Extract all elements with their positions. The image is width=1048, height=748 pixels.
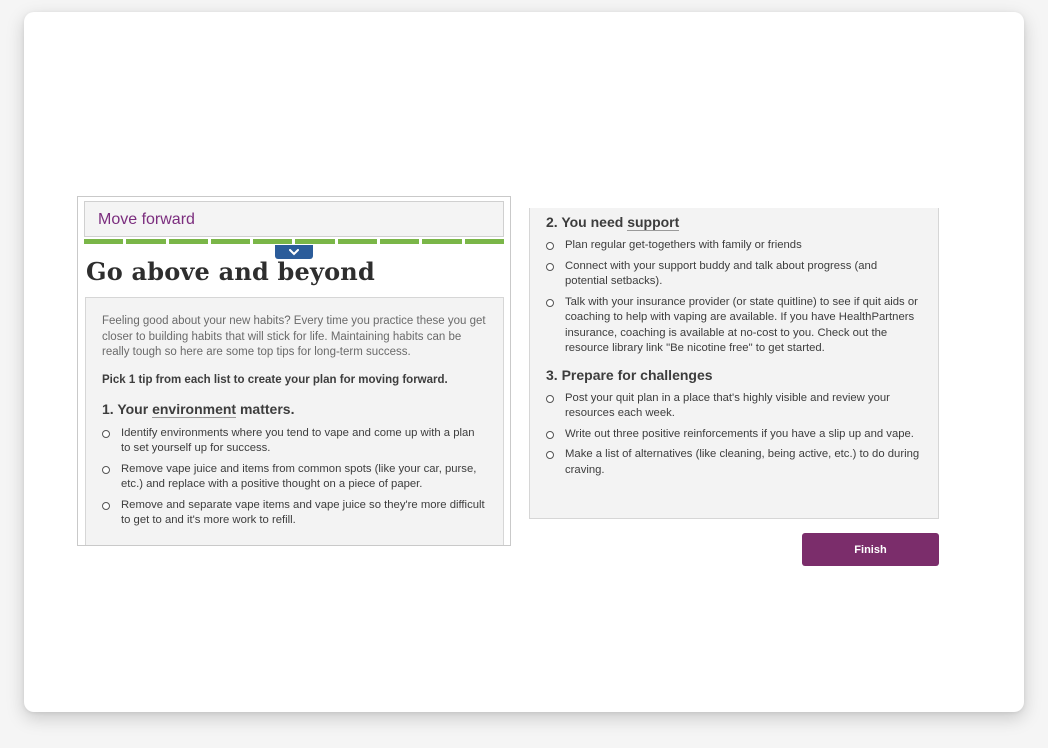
module-header — [84, 201, 504, 237]
tip-option[interactable] — [102, 498, 487, 529]
radio-empty-icon[interactable] — [102, 466, 110, 474]
tip-option[interactable] — [546, 391, 922, 422]
glossary-term[interactable]: environment — [152, 401, 237, 417]
radio-empty-icon[interactable] — [546, 395, 554, 403]
tip-list-challenges — [546, 391, 922, 479]
radio-empty-icon[interactable] — [546, 431, 554, 439]
radio-empty-icon[interactable] — [546, 451, 554, 459]
content-box-left — [85, 297, 504, 546]
glossary-term[interactable]: support — [627, 214, 680, 230]
intro-text: Feeling good about your new habits? Every time you practice these you get closer to building habits that will stick for life. Maintaining habits can be really tough so here are some top tips for long-term success. — [102, 315, 486, 358]
tip-label: Plan regular get-togethers with family or friends — [565, 239, 802, 251]
section-number: 2. — [546, 214, 558, 230]
section-heading-prefix: Your — [117, 401, 149, 417]
tip-option[interactable] — [102, 426, 487, 457]
radio-empty-icon[interactable] — [546, 242, 554, 250]
chevron-down-icon — [289, 249, 299, 256]
tip-label: Make a list of alternatives (like cleaning, being active, etc.) to do during craving. — [565, 448, 920, 476]
progress-segment — [422, 239, 461, 244]
content-box-right — [529, 208, 939, 519]
tip-option[interactable] — [546, 238, 922, 254]
tip-option[interactable] — [546, 295, 922, 357]
section-number: 1. — [102, 401, 114, 417]
tip-label: Write out three positive reinforcements if you have a slip up and vape. — [565, 427, 914, 440]
module-title: Move forward — [98, 211, 195, 228]
tip-list-environment — [102, 426, 487, 529]
progress-segment — [295, 239, 334, 244]
section-number: 3. — [546, 366, 558, 383]
tip-option[interactable] — [546, 259, 922, 290]
left-panel — [77, 196, 511, 546]
progress-segment — [126, 239, 165, 244]
progress-segment — [253, 239, 292, 244]
tip-label: Talk with your insurance provider (or state quitline) to see if quit aids or coaching to help with vaping are available. If you have HealthPartners insurance, coaching is available at no-cost to you. Check out the resource library link "Be nicotine free" to get started. — [565, 295, 918, 354]
tip-list-support — [546, 238, 922, 357]
tip-option[interactable] — [546, 447, 922, 478]
progress-segment — [338, 239, 377, 244]
progress-segment — [380, 239, 419, 244]
radio-empty-icon[interactable] — [546, 263, 554, 271]
instruction-text: Pick 1 tip from each list to create your plan for moving forward. — [102, 373, 448, 386]
tip-label: Connect with your support buddy and talk about progress (and potential setbacks). — [565, 259, 878, 287]
section-heading-prefix: You need — [561, 214, 624, 230]
tip-option[interactable] — [546, 427, 922, 443]
progress-segment — [465, 239, 504, 244]
tip-label: Remove and separate vape items and vape juice so they're more difficult to get to and it's more work to refill. — [121, 498, 485, 526]
section-heading-environment — [102, 402, 487, 418]
tip-label: Post your quit plan in a place that's highly visible and review your resources each week. — [565, 391, 890, 419]
page-title: Go above and beyond — [86, 257, 375, 286]
tip-label: Identify environments where you tend to vape and come up with a plan to set yourself up for success. — [121, 426, 475, 454]
section-heading-prefix: Prepare for challenges — [561, 366, 713, 383]
finish-button[interactable]: Finish — [802, 533, 939, 566]
progress-segment — [169, 239, 208, 244]
section-heading-suffix: matters. — [239, 401, 295, 417]
radio-empty-icon[interactable] — [546, 299, 554, 307]
radio-empty-icon[interactable] — [102, 502, 110, 510]
progress-segment — [211, 239, 250, 244]
tip-label: Remove vape juice and items from common spots (like your car, purse, etc.) and replace with a positive thought on a piece of paper. — [121, 462, 477, 490]
progress-segment — [84, 239, 123, 244]
section-heading-support — [546, 214, 922, 230]
radio-empty-icon[interactable] — [102, 430, 110, 438]
tip-option[interactable] — [102, 462, 487, 493]
section-heading-challenges — [546, 367, 922, 383]
